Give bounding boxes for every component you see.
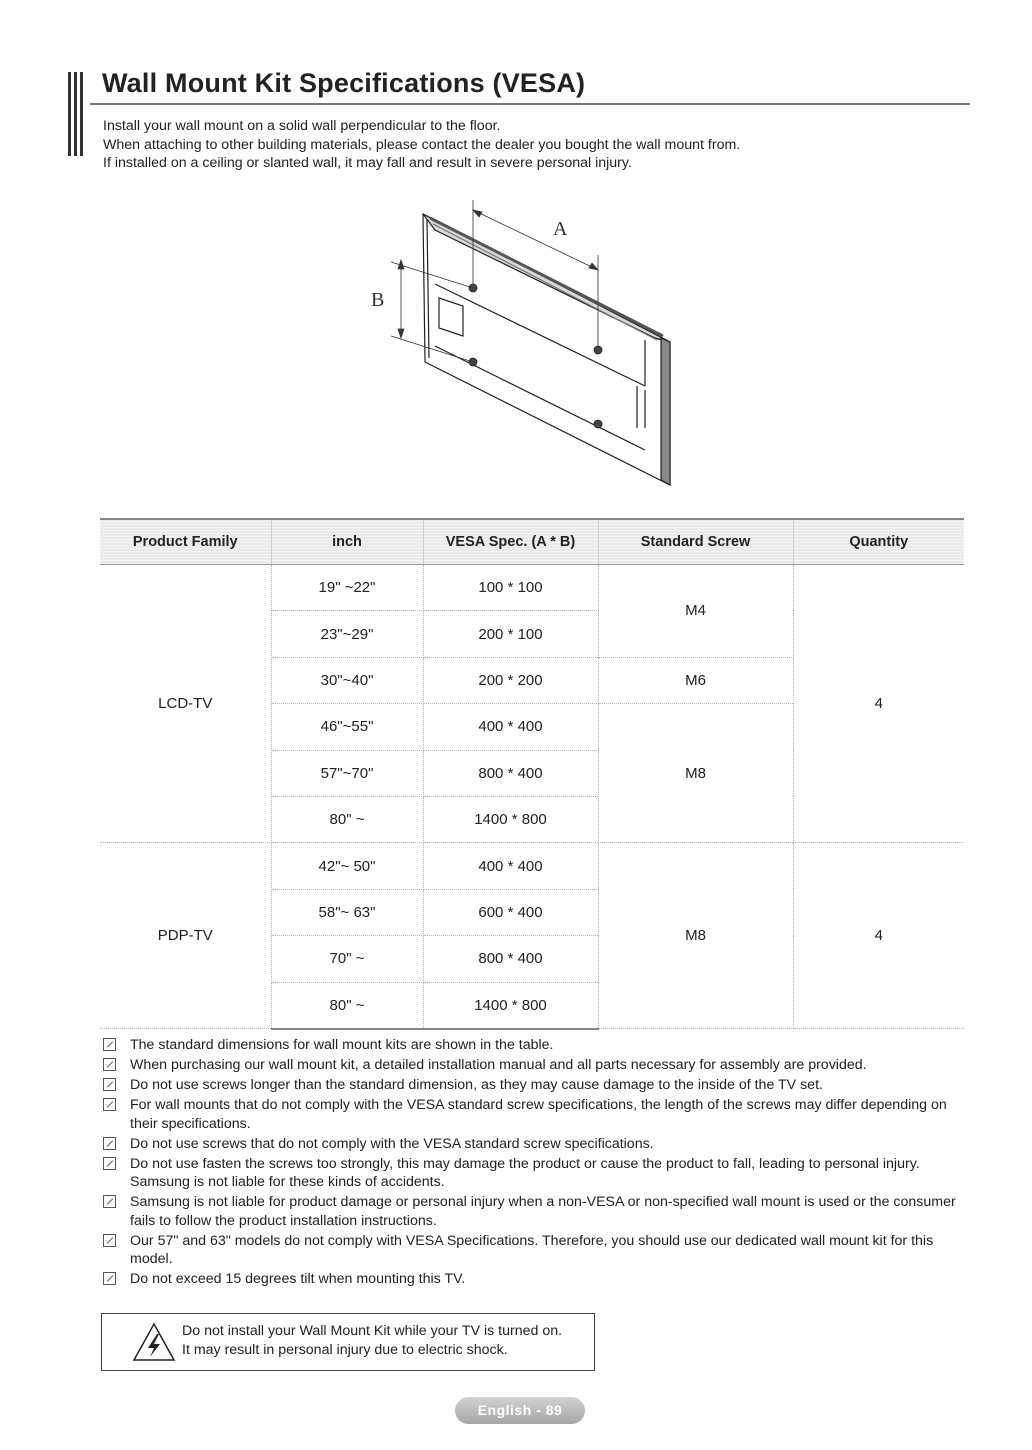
screw-cell: M6 xyxy=(598,657,793,703)
inch-cell: 42"~ 50" xyxy=(271,843,423,889)
dimension-b-marker xyxy=(391,260,473,362)
intro-text xyxy=(103,117,963,173)
quantity-cell-lcd: 4 xyxy=(793,565,964,843)
inch-cell: 70" ~ xyxy=(271,936,423,982)
family-cell-pdp: PDP-TV xyxy=(100,843,271,1029)
note-icon xyxy=(103,1234,116,1247)
inch-cell: 80" ~ xyxy=(271,982,423,1029)
warning-text xyxy=(182,1322,562,1359)
note-icon xyxy=(103,1058,116,1071)
note-text: Do not use screws longer than the standard dimension, as they may cause damage to the inside of the TV set. xyxy=(130,1077,823,1093)
note-item xyxy=(103,1135,973,1154)
inch-cell: 19" ~22" xyxy=(271,565,423,611)
note-item xyxy=(103,1056,973,1075)
header-product-family: Product Family xyxy=(100,519,271,565)
vesa-cell: 200 * 200 xyxy=(423,657,598,703)
mounting-hole xyxy=(594,420,602,428)
note-text: Samsung is not liable for product damage or personal injury when a non-VESA or non-specified wall mount is used or the consumer fails to follow the product installation instructions. xyxy=(130,1194,956,1229)
vesa-cell: 800 * 400 xyxy=(423,750,598,796)
header-vesa-spec: VESA Spec. (A * B) xyxy=(423,519,598,565)
note-text: Do not use screws that do not comply with the VESA standard screw specifications. xyxy=(130,1135,654,1152)
vesa-cell: 200 * 100 xyxy=(423,611,598,657)
dimension-label-b: B xyxy=(371,289,385,311)
note-item xyxy=(103,1270,973,1289)
family-cell-lcd: LCD-TV xyxy=(100,565,271,843)
inch-cell: 58"~ 63" xyxy=(271,889,423,935)
note-item xyxy=(103,1155,973,1192)
vesa-cell: 600 * 400 xyxy=(423,889,598,935)
note-text: The standard dimensions for wall mount kits are shown in the table. xyxy=(130,1037,554,1053)
note-item xyxy=(103,1096,973,1133)
header-quantity: Quantity xyxy=(793,519,964,565)
screw-cell: M8 xyxy=(598,704,793,843)
note-text: Do not exceed 15 degrees tilt when mounting this TV. xyxy=(130,1271,466,1287)
quantity-cell-pdp: 4 xyxy=(793,843,964,1029)
back-label-plate xyxy=(439,298,463,336)
vesa-cell: 100 * 100 xyxy=(423,565,598,611)
table-row xyxy=(100,565,964,611)
screw-cell: M4 xyxy=(598,565,793,658)
header-inch: inch xyxy=(271,519,423,565)
intro-line: Install your wall mount on a solid wall perpendicular to the floor. xyxy=(103,118,501,134)
note-text: For wall mounts that do not comply with the VESA standard screw specifications, the length of the screws may differ depending on their specifications. xyxy=(130,1097,947,1132)
note-icon xyxy=(103,1137,116,1150)
intro-line: When attaching to other building materials, please contact the dealer you bought the wall mount from. xyxy=(103,136,741,153)
vesa-spec-table xyxy=(100,518,964,1030)
note-icon xyxy=(103,1195,116,1208)
electric-hazard-warning-icon xyxy=(132,1322,176,1362)
intro-line: If installed on a ceiling or slanted wall, it may fall and result in severe personal injury. xyxy=(103,155,632,171)
note-item xyxy=(103,1232,973,1269)
note-icon xyxy=(103,1078,116,1091)
vesa-cell: 800 * 400 xyxy=(423,936,598,982)
vesa-cell: 400 * 400 xyxy=(423,704,598,750)
warning-line: Do not install your Wall Mount Kit while your TV is turned on. xyxy=(182,1323,563,1339)
page-number-badge: English - 89 xyxy=(455,1397,585,1424)
note-text: When purchasing our wall mount kit, a detailed installation manual and all parts necessary for assembly are provided. xyxy=(130,1057,867,1073)
vesa-cell: 1400 * 800 xyxy=(423,982,598,1029)
mounting-hole xyxy=(594,346,602,354)
inch-cell: 23"~29" xyxy=(271,611,423,657)
inch-cell: 46"~55" xyxy=(271,704,423,750)
warning-line: It may result in personal injury due to electric shock. xyxy=(182,1341,508,1358)
dimension-label-a: A xyxy=(553,218,568,240)
note-text: Our 57" and 63" models do not comply with VESA Specifications. Therefore, you should use our dedicated wall mount kit for this model. xyxy=(130,1232,934,1267)
inch-cell: 80" ~ xyxy=(271,796,423,842)
inch-cell: 30"~40" xyxy=(271,657,423,703)
note-icon xyxy=(103,1157,116,1170)
note-icon xyxy=(103,1272,116,1285)
note-item xyxy=(103,1036,973,1055)
vesa-cell: 1400 * 800 xyxy=(423,796,598,842)
table-row xyxy=(100,843,964,889)
note-item xyxy=(103,1076,973,1095)
note-icon xyxy=(103,1098,116,1111)
vesa-cell: 400 * 400 xyxy=(423,843,598,889)
note-text: Do not use fasten the screws too strongly, this may damage the product or cause the product to fall, leading to personal injury. Samsung is not liable for these kinds of accidents. xyxy=(130,1155,920,1190)
tv-right-edge xyxy=(661,338,670,485)
note-item xyxy=(103,1193,973,1230)
inch-cell: 57"~70" xyxy=(271,750,423,796)
note-icon xyxy=(103,1038,116,1051)
electric-shock-warning-box xyxy=(101,1313,595,1371)
page-title: Wall Mount Kit Specifications (VESA) xyxy=(102,68,586,98)
notes-list xyxy=(103,1036,973,1290)
title-underline xyxy=(90,103,970,105)
screw-cell: M8 xyxy=(598,843,793,1029)
header-standard-screw: Standard Screw xyxy=(598,519,793,565)
tv-rear-mounting-diagram xyxy=(345,190,685,495)
table-header-row xyxy=(100,519,964,565)
